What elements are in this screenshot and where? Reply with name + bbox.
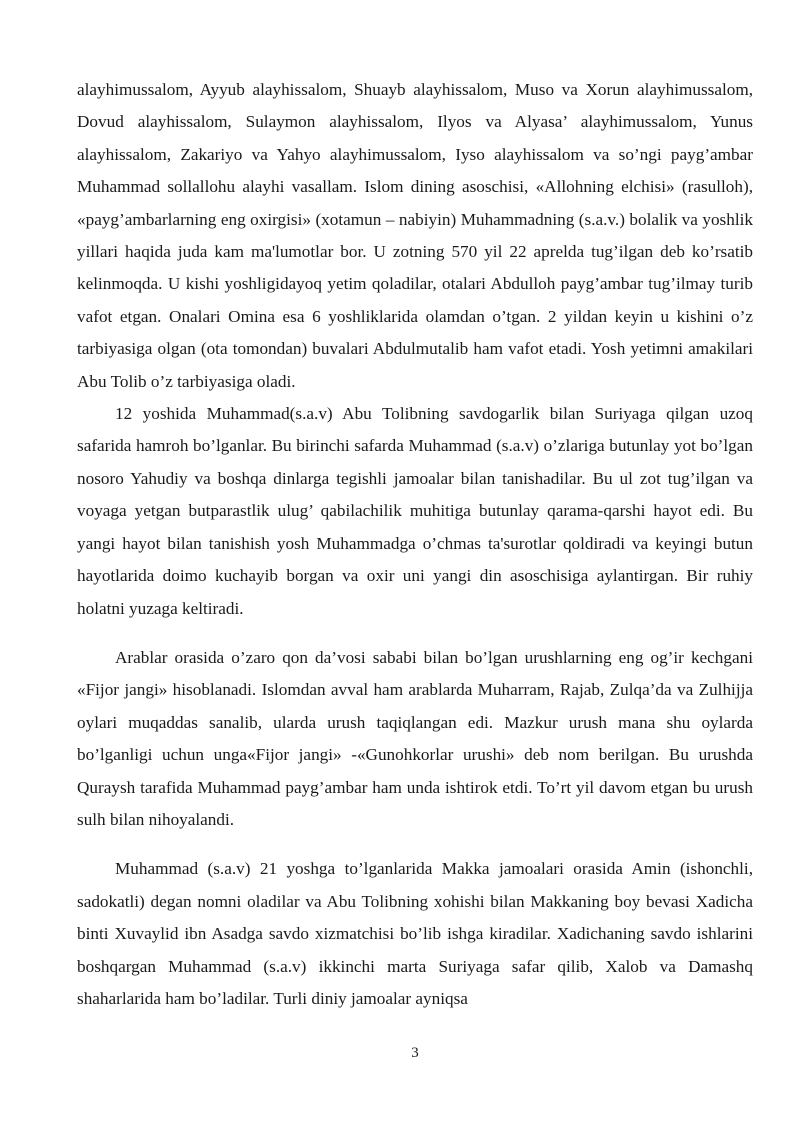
paragraph-3: Arablar orasida o’zaro qon da’vosi sababi bilan bo’lgan urushlarning eng og’ir kechgani «Fijor jangi» hisoblanadi. Islomdan avval ham arablarda Muharram, Rajab, Zulqa’da va Zulhijja oylari muqaddas sanalib, ularda urush taqiqlangan edi. Mazkur urush mana shu oylarda bo’lganligi uchun unga«Fijor jangi» -«Gunohkorlar urushi» deb nom berilgan. Bu urushda Quraysh tarafida Muhammad payg’ambar ham unda ishtirok etdi. To’rt yil davom etgan bu urush sulh bilan nihoyalandi. [77,647,753,829]
body-text [77,74,753,1015]
page-number: 3 [411,1045,419,1061]
paragraph-1: alayhimussalom, Ayyub alayhissalom, Shuayb alayhissalom, Muso va Xorun alayhimussalom, Dovud alayhissalom, Sulaymon alayhissalom, Ilyos va Alyasa’ alayhimussalom, Yunus alayhissalom, Zakariyo va Yahyo alayhimussalom, Iyso alayhissalom va so’ngi payg’ambar Muhammad sollallohu alayhi vasallam. Islom dining asoschisi, «Allohning elchisi» (rasulloh), «payg’ambarlarning eng oxirgisi» (xotamun – nabiyin) Muhammadning (s.a.v.) bolalik va yoshlik yillari haqida juda kam ma'lumotlar bor. U zotning 570 yil 22 aprelda tug’ilgan deb ko’rsatib kelinmoqda. U kishi yoshligidayoq yetim qoladilar, otalari Abdulloh payg’ambar tug’ilmay turib vafot etgan. Onalari Omina esa 6 yoshliklarida olamdan o’tgan. 2 yildan keyin u kishini o’z tarbiyasiga olgan (ota tomondan) buvalari Abdulmutalib ham vafot etadi. Yosh yetimni amakilari Abu Tolib o’z tarbiyasiga oladi. [77,80,753,391]
paragraph-2: 12 yoshida Muhammad(s.a.v) Abu Tolibning savdogarlik bilan Suriyaga qilgan uzoq safarida hamroh bo’lganlar. Bu birinchi safarda Muhammad (s.a.v) o’zlariga butunlay yot bo’lgan nosoro Yahudiy va boshqa dinlarga tegishli jamoalar bilan tanishadilar. Bu ul zot tug’ilgan va voyaga yetgan butparastlik ulug’ qabilachilik muhitiga butunlay qarama-qarshi hayot edi. Bu yangi hayot bilan tanishish yosh Muhammadga o’chmas ta'surotlar qoldiradi va keyingi butun hayotlarida doimo kuchayib borgan va oxir uni yangi din asoschisiga aylantirgan. Bir ruhiy holatni yuzaga keltiradi. [77,404,753,618]
paragraph-4: Muhammad (s.a.v) 21 yoshga to’lganlarida Makka jamoalari orasida Amin (ishonchli, sadokatli) degan nomni oladilar va Abu Tolibning xohishi bilan Makkaning boy bevasi Xadicha binti Xuvaylid ibn Asadga savdo xizmatchisi bo’lib ishga kiradilar. Xadichaning savdo ishlarini boshqargan Muhammad (s.a.v) ikkinchi marta Suriyaga safar qilib, Xalob va Damashq shaharlarida ham bo’ladilar. Turli diniy jamoalar ayniqsa [77,859,753,1008]
